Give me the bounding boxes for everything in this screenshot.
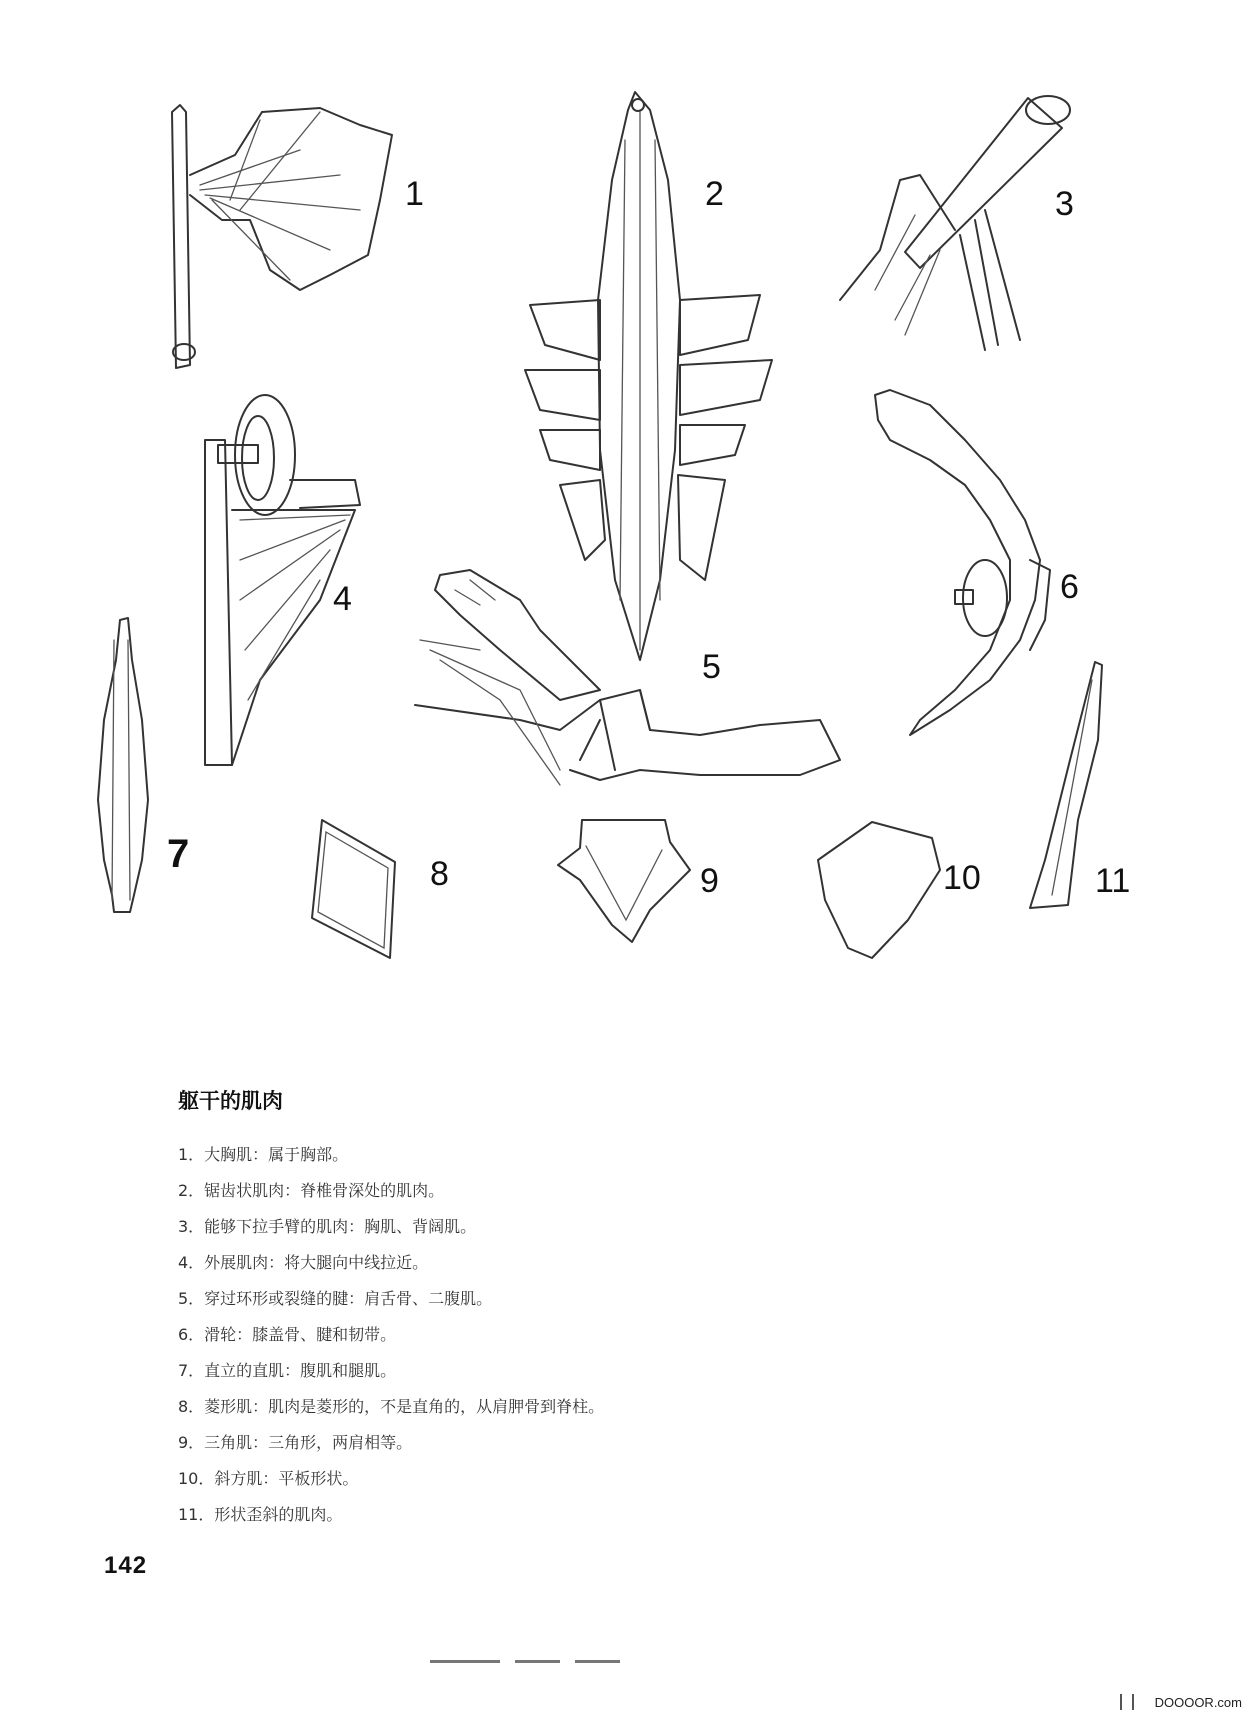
list-item: 10．斜方肌：平板形状。 bbox=[178, 1469, 359, 1488]
list-item: 2．锯齿状肌肉：脊椎骨深处的肌肉。 bbox=[178, 1181, 445, 1200]
footer-rule-segment bbox=[575, 1660, 620, 1663]
list-item: 3．能够下拉手臂的肌肉：胸肌、背阔肌。 bbox=[178, 1217, 477, 1236]
page-number: 142 bbox=[104, 1552, 148, 1579]
figure-label: 10 bbox=[943, 859, 981, 897]
figure-3-drawing bbox=[840, 96, 1070, 350]
figure-label: 2 bbox=[705, 175, 724, 213]
caption-title: 躯干的肌肉 bbox=[178, 1088, 283, 1113]
figure-5-drawing bbox=[415, 570, 840, 785]
figure-2-drawing bbox=[525, 92, 772, 660]
figure-8-drawing bbox=[312, 820, 395, 958]
list-item: 8．菱形肌：肌肉是菱形的，不是直角的，从肩胛骨到脊柱。 bbox=[178, 1397, 605, 1416]
watermark: DOOOOR.com bbox=[1154, 1695, 1242, 1710]
figure-label: 7 bbox=[167, 832, 190, 876]
figure-label: 8 bbox=[430, 855, 449, 893]
list-item: 5．穿过环形或裂缝的腱：肩舌骨、二腹肌。 bbox=[178, 1289, 493, 1308]
figure-11-drawing bbox=[1030, 662, 1102, 908]
figure-label: 1 bbox=[405, 175, 424, 213]
footer-rule-segment bbox=[430, 1660, 500, 1663]
figure-label: 6 bbox=[1060, 568, 1079, 606]
caption-block bbox=[178, 1085, 1078, 1533]
list-item: 4．外展肌肉：将大腿向中线拉近。 bbox=[178, 1253, 429, 1272]
figure-label: 5 bbox=[702, 648, 721, 686]
figure-6-drawing bbox=[875, 390, 1050, 735]
figure-label: 4 bbox=[333, 580, 352, 618]
list-item: 7．直立的直肌：腹肌和腿肌。 bbox=[178, 1361, 397, 1380]
list-item: 11．形状歪斜的肌肉。 bbox=[178, 1505, 343, 1524]
corner-mark bbox=[1120, 1694, 1122, 1710]
figure-label: 9 bbox=[700, 862, 719, 900]
list-item: 9．三角肌：三角形，两肩相等。 bbox=[178, 1433, 413, 1452]
figure-10-drawing bbox=[818, 822, 940, 958]
footer-rule bbox=[430, 1660, 620, 1664]
corner-mark bbox=[1132, 1694, 1134, 1710]
figure-1-drawing bbox=[172, 105, 392, 368]
figure-7-drawing bbox=[98, 618, 148, 912]
caption-list bbox=[178, 1137, 1078, 1533]
corner-marks bbox=[1118, 1694, 1148, 1712]
figure-9-drawing bbox=[558, 820, 690, 942]
list-item: 6．滑轮：膝盖骨、腱和韧带。 bbox=[178, 1325, 397, 1344]
figure-label: 11 bbox=[1095, 862, 1131, 900]
list-item: 1．大胸肌：属于胸部。 bbox=[178, 1145, 349, 1164]
figure-label: 3 bbox=[1055, 185, 1074, 223]
footer-rule-segment bbox=[515, 1660, 560, 1663]
